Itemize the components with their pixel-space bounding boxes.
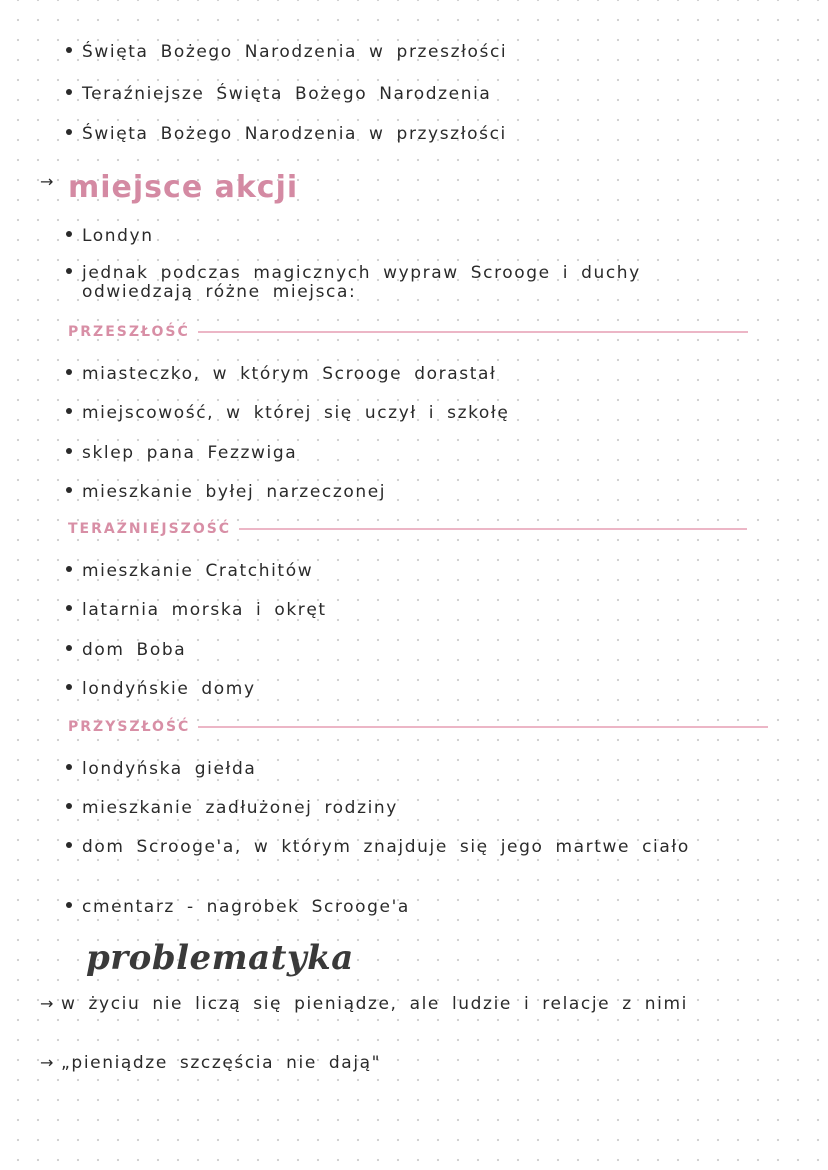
bullet-icon — [66, 803, 72, 809]
list-item-text: londyńska giełda — [82, 759, 257, 779]
list-item-text: dom Boba — [82, 640, 187, 660]
list-item — [66, 364, 496, 384]
subheading-label: PRZESZŁOŚĆ — [68, 324, 190, 340]
divider — [239, 528, 747, 530]
subheading-label: TERAŹNIEJSZOŚĆ — [68, 521, 232, 537]
list-item — [66, 443, 297, 463]
bullet-icon — [66, 369, 72, 375]
list-item — [66, 482, 386, 502]
list-item-text: londyńskie domy — [82, 679, 256, 699]
bullet-icon — [66, 448, 72, 454]
bullet-icon — [66, 89, 72, 95]
section-heading-setting: miejsce akcji — [68, 170, 299, 205]
divider — [198, 726, 768, 728]
list-item-text: „pieniądze szczęścia nie dają" — [61, 1053, 382, 1073]
list-item-text: Teraźniejsze Święta Bożego Narodzenia — [82, 84, 492, 104]
bullet-icon — [66, 408, 72, 414]
list-item-text: Święta Bożego Narodzenia w przyszłości — [82, 124, 507, 144]
list-item-text: sklep pana Fezzwiga — [82, 443, 298, 463]
list-item — [66, 84, 491, 104]
list-item-text: latarnia morska i okręt — [82, 600, 327, 620]
list-item — [66, 838, 746, 857]
list-item — [66, 897, 410, 917]
arrow-right-icon: → — [40, 1053, 56, 1072]
list-item — [66, 42, 507, 62]
list-item-text: mieszkanie Cratchitów — [82, 561, 314, 581]
bullet-icon — [66, 645, 72, 651]
list-item-text: miasteczko, w którym Scrooge dorastał — [82, 364, 497, 384]
list-item-text: cmentarz - nagrobek Scrooge'a — [82, 897, 410, 917]
arrow-right-icon: → — [40, 994, 56, 1013]
bullet-icon — [66, 129, 72, 135]
list-item-text: miejscowość, w której się uczył i szkołę — [82, 403, 510, 423]
bullet-icon — [66, 566, 72, 572]
bullet-icon — [66, 684, 72, 690]
bullet-icon — [66, 764, 72, 770]
divider — [198, 331, 748, 333]
list-item — [66, 600, 327, 620]
subheading-past — [68, 324, 748, 340]
list-item-text: w życiu nie liczą się pieniądze, ale ludzie i relacje z nimi — [61, 994, 688, 1014]
section-heading-row — [40, 172, 61, 191]
list-item — [40, 1053, 381, 1073]
list-item-text: Święta Bożego Narodzenia w przeszłości — [82, 42, 508, 62]
list-item — [66, 403, 509, 423]
list-item-text: dom Scrooge'a, w którym znajduje się jego martwe ciało — [82, 837, 690, 857]
list-item — [66, 226, 154, 246]
subheading-present — [68, 521, 747, 537]
bullet-icon — [66, 487, 72, 493]
section-heading-issues: problematyka — [86, 938, 354, 978]
bullet-icon — [66, 47, 72, 53]
bullet-icon — [66, 231, 72, 237]
list-item-text: mieszkanie zadłużonej rodziny — [82, 798, 398, 818]
subheading-label: PRZYSZŁOŚĆ — [68, 719, 191, 735]
bullet-icon — [66, 902, 72, 908]
list-item — [66, 124, 507, 144]
list-item-text: jednak podczas magicznych wypraw Scrooge i duchy odwiedzają różne miejsca: — [82, 263, 641, 302]
list-item — [66, 798, 398, 818]
list-item — [66, 640, 186, 660]
list-item — [40, 994, 760, 1014]
bullet-icon — [66, 268, 72, 274]
list-item — [66, 264, 746, 302]
bullet-icon — [66, 842, 72, 848]
arrow-right-icon: → — [40, 172, 56, 191]
list-item — [66, 759, 256, 779]
list-item-text: Londyn — [82, 226, 154, 246]
list-item — [66, 679, 256, 699]
list-item-text: mieszkanie byłej narzeczonej — [82, 482, 387, 502]
list-item — [66, 561, 313, 581]
subheading-future — [68, 719, 768, 735]
bullet-icon — [66, 605, 72, 611]
